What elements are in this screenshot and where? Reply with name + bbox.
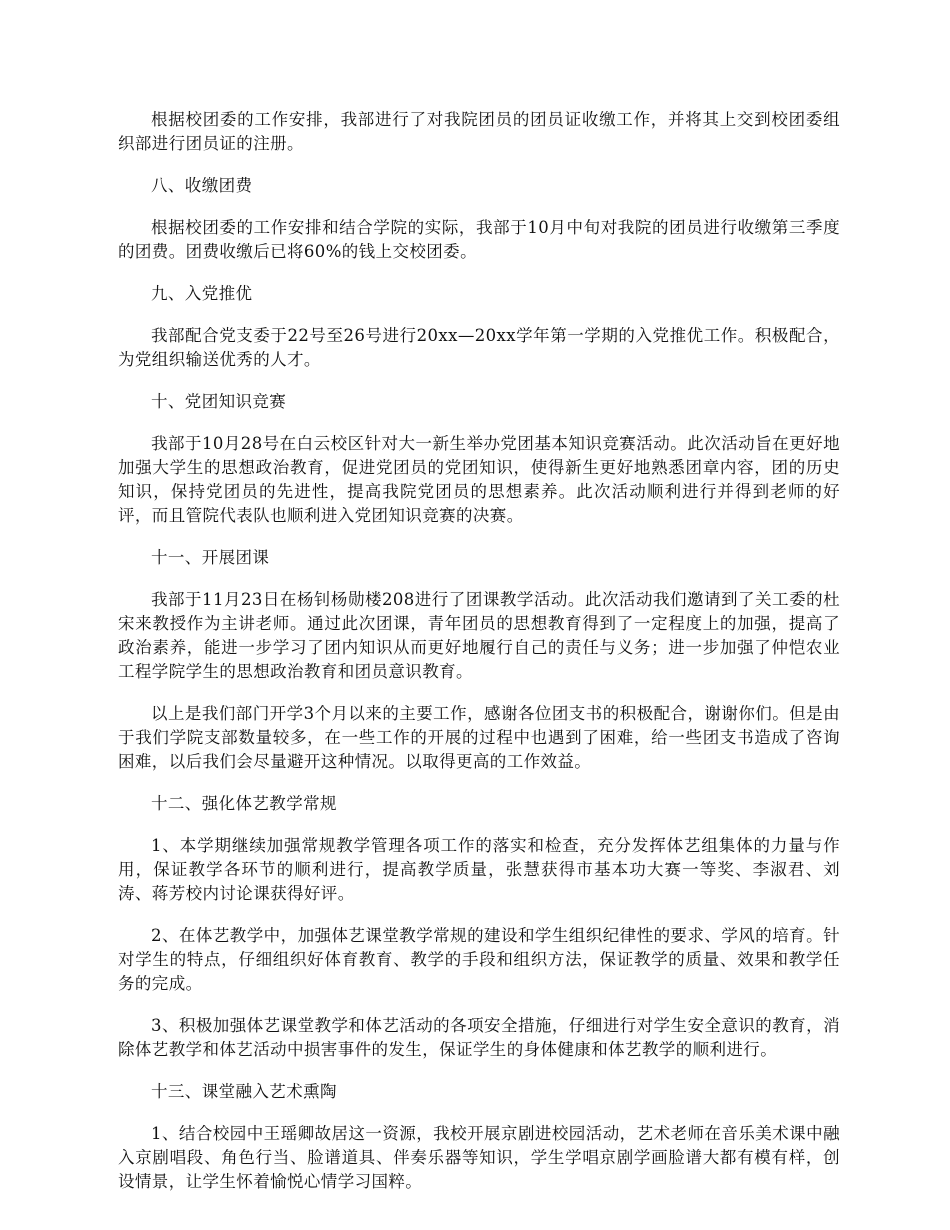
section-heading-13: 十三、课堂融入艺术熏陶 (151, 1082, 337, 1101)
paragraph-membership-card: 根据校团委的工作安排，我部进行了对我院团员的团员证收缴工作，并将其上交到校团委组织部进行团员证的注册。 (118, 110, 840, 153)
paragraph-knowledge-contest: 我部于10月28号在白云校区针对大一新生举办党团基本知识竞赛活动。此次活动旨在更好地加强大学生的思想政治教育，促进党团员的党团知识，使得新生更好地熟悉团章内容，团的历史知识，保持党团员的先进性，提高我院党团员的思想素养。此次活动顺利进行并得到老师的好评，而且管院代表队也顺利进入党团知识竞赛的决赛。 (118, 434, 840, 525)
section-heading-12: 十二、强化体艺教学常规 (151, 794, 337, 813)
paragraph-pe-item-3: 3、积极加强体艺课堂教学和体艺活动的各项安全措施，仔细进行对学生安全意识的教育，消除体艺教学和体艺活动中损害事件的发生，保证学生的身体健康和体艺教学的顺利进行。 (118, 1016, 840, 1059)
section-heading-8: 八、收缴团费 (151, 176, 253, 195)
paragraph-pe-item-1: 1、本学期继续加强常规教学管理各项工作的落实和检查，充分发挥体艺组集体的力量与作用，保证教学各环节的顺利进行，提高教学质量，张慧获得市基本功大赛一等奖、李淑君、刘涛、蒋芳校内讨论课获得好评。 (118, 836, 840, 903)
document-body (118, 108, 840, 1212)
paragraph-art-item-1: 1、结合校园中王瑶卿故居这一资源，我校开展京剧进校园活动，艺术老师在音乐美术课中融入京剧唱段、角色行当、脸谱道具、伴奏乐器等知识，学生学唱京剧学画脸谱大都有模有样，创设情景，让学生怀着愉悦心情学习国粹。 (118, 1124, 840, 1191)
section-heading-10: 十、党团知识竞赛 (151, 392, 287, 411)
paragraph-summary: 以上是我们部门开学3个月以来的主要工作，感谢各位团支书的积极配合，谢谢你们。但是由于我们学院支部数量较多，在一些工作的开展的过程中也遇到了困难，给一些团支书造成了咨询困难，以后我们会尽量避开这种情况。以取得更高的工作效益。 (118, 704, 840, 771)
paragraph-league-class: 我部于11月23日在杨钊杨勋楼208进行了团课教学活动。此次活动我们邀请到了关工委的杜宋来教授作为主讲老师。通过此次团课，青年团员的思想教育得到了一定程度上的加强，提高了政治素养，能进一步学习了团内知识从而更好地履行自己的责任与义务；进一步加强了仲恺农业工程学院学生的思想政治教育和团员意识教育。 (118, 590, 840, 681)
section-heading-11: 十一、开展团课 (151, 548, 270, 567)
paragraph-pe-item-2: 2、在体艺教学中，加强体艺课堂教学常规的建设和学生组织纪律性的要求、学风的培育。针对学生的特点，仔细组织好体育教育、教学的手段和组织方法，保证教学的质量、效果和教学任务的完成。 (118, 926, 840, 993)
paragraph-dues: 根据校团委的工作安排和结合学院的实际，我部于10月中旬对我院的团员进行收缴第三季度的团费。团费收缴后已将60%的钱上交校团委。 (118, 218, 840, 261)
paragraph-party-recommend: 我部配合党支委于22号至26号进行20xx—20xx学年第一学期的入党推优工作。积极配合，为党组织输送优秀的人才。 (118, 326, 840, 369)
section-heading-9: 九、入党推优 (151, 284, 253, 303)
